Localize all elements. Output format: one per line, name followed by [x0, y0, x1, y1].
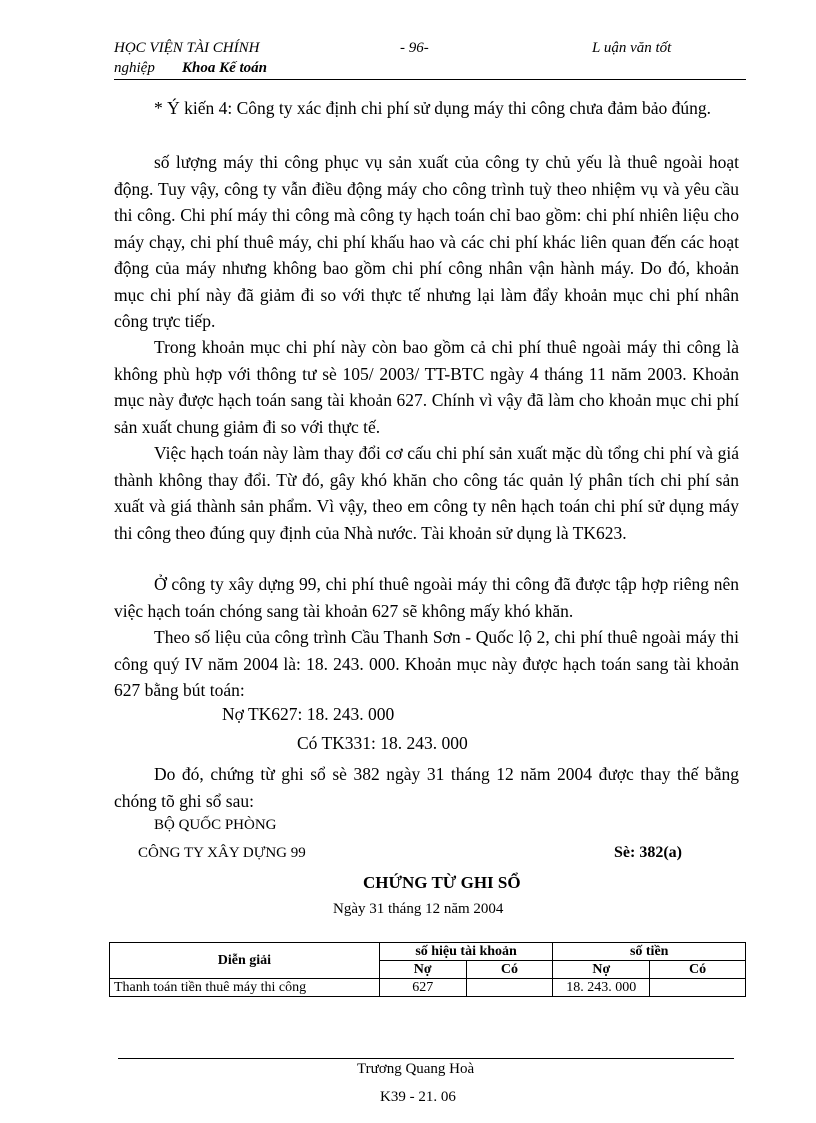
col-header-description: Diễn giải [110, 943, 380, 979]
col-header-amount: số tiền [553, 943, 746, 961]
voucher-title: CHỨNG TỪ GHI SỔ [363, 873, 521, 892]
entry-credit: Có TK331: 18. 243. 000 [297, 733, 468, 753]
footer-divider [118, 1058, 734, 1059]
entry-debit: Nợ TK627: 18. 243. 000 [222, 704, 395, 724]
header-institution: HỌC VIỆN TÀI CHÍNH [114, 40, 260, 56]
cell-amount-credit [650, 979, 746, 997]
cell-account-debit: 627 [379, 979, 466, 997]
col-header-amount-credit: Có [650, 961, 746, 979]
paragraph-project-data: Theo số liệu của công trình Cầu Thanh Sơn - Quốc lộ 2, chi phí thuê ngoài máy thi công quý IV năm 2004 là: 18. 243. 000. Khoản mục này được hạch toán sang tài khoản 627 bằng bút toán: [114, 627, 739, 700]
paragraph-rental-costs: Trong khoản mục chi phí này còn bao gồm cả chi phí thuê ngoài máy thi công là không phù hợp với thông tư sè 105/ 2003/ TT-BTC ngày 4 tháng 11 năm 2003. Khoản mục này được hạch toán sang tài khoản 627. Chính vì vậy đã làm cho khoản mục chi phí sản xuất chung giảm đi so với thực tế. [114, 337, 739, 437]
table-header-row [110, 943, 746, 961]
footer-class-code: K39 - 21. 06 [380, 1089, 456, 1105]
col-header-account-debit: Nợ [379, 961, 466, 979]
voucher-ministry: BỘ QUỐC PHÒNG [154, 817, 277, 833]
header-page-number: - 96- [400, 40, 429, 56]
footer-author: Trương Quang Hoà [357, 1061, 475, 1077]
voucher-company: CÔNG TY XÂY DỰNG 99 [138, 845, 306, 861]
paragraph-company-99: Ở công ty xây dựng 99, chi phí thuê ngoài máy thi công đã được tập hợp riêng nên việc hạch toán chóng sang tài khoản 627 sẽ không mấy khó khăn. [114, 574, 739, 621]
header-doc-type-cont: nghiệp [114, 60, 155, 76]
table-row [110, 979, 746, 997]
col-header-account-credit: Có [466, 961, 553, 979]
cell-account-credit [466, 979, 553, 997]
paragraph-cost-structure: Việc hạch toán này làm thay đổi cơ cấu chi phí sản xuất mặc dù tổng chi phí và giá thành không thay đổi. Từ đó, gây khó khăn cho công tác quản lý phân tích chi phí sản xuất và giá thành sản phẩm. Vì vậy, theo em công ty nên hạch toán chi phí sử dụng máy thi công theo đúng quy định của Nhà nước. Tài khoản sử dụng là TK623. [114, 443, 739, 543]
voucher-table [109, 942, 746, 997]
cell-description: Thanh toán tiền thuê máy thi công [110, 979, 380, 997]
header-faculty: Khoa Kế toán [182, 60, 268, 76]
voucher-number: Sè: 382(a) [614, 844, 682, 861]
paragraph-machine-usage: số lượng máy thi công phục vụ sản xuất của công ty chủ yếu là thuê ngoài hoạt động. Tuy vậy, công ty vẫn điều động máy cho công trình tuỳ theo nhiệm vụ và yêu cầu thi công. Chi phí máy thi công mà công ty hạch toán chỉ bao gồm: chi phí nhiên liệu cho máy chạy, chi phí thuê máy, chi phí khấu hao và các chi phí khác liên quan đến các hoạt động của máy nhưng không bao gồm chi phí công nhân vận hành máy. Do đó, khoản mục chi phí này đã giảm đi so với thực tế nhưng lại làm đẩy khoản mục chi phí nhân công trực tiếp. [114, 152, 739, 331]
paragraph-voucher-replacement: Do đó, chứng từ ghi sổ sè 382 ngày 31 tháng 12 năm 2004 được thay thế bằng chóng tõ ghi sổ sau: [114, 764, 739, 811]
header-divider [114, 79, 746, 80]
col-header-account: số hiệu tài khoản [379, 943, 553, 961]
cell-amount-debit: 18. 243. 000 [553, 979, 650, 997]
voucher-date: Ngày 31 tháng 12 năm 2004 [333, 901, 504, 917]
col-header-amount-debit: Nợ [553, 961, 650, 979]
header-doc-type: L uận văn tốt [592, 40, 672, 56]
paragraph-opinion-4: * Ý kiến 4: Công ty xác định chi phí sử dụng máy thi công chưa đảm bảo đúng. [154, 98, 712, 118]
